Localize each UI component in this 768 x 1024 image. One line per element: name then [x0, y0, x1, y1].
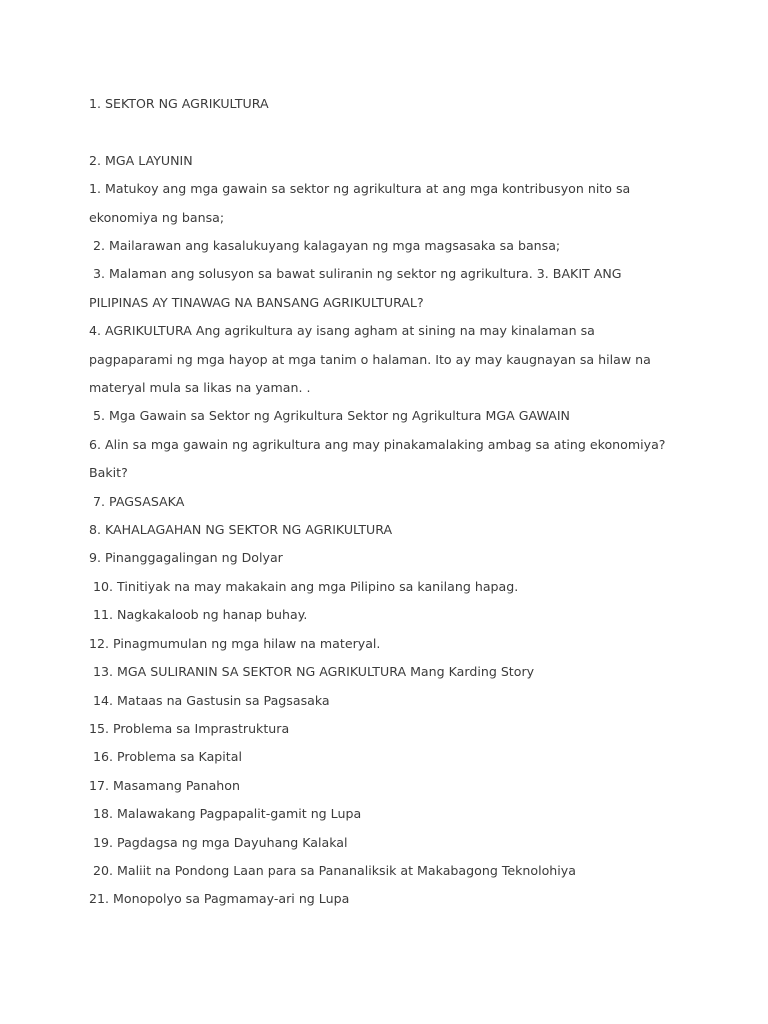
paragraph: 14. Mataas na Gastusin sa Pagsasaka: [89, 692, 330, 708]
paragraph: 13. MGA SULIRANIN SA SEKTOR NG AGRIKULTURA Mang Karding Story: [89, 664, 535, 680]
paragraph: 9. Pinanggagalingan ng Dolyar: [89, 550, 283, 566]
document-body: [89, 90, 669, 914]
paragraph: 3. Malaman ang solusyon sa bawat suliranin ng sektor ng agrikultura. 3. BAKIT ANG PILIPINAS AY TINAWAG NA BANSANG AGRIKULTURAL?: [89, 266, 626, 310]
paragraph: 8. KAHALAGAHAN NG SEKTOR NG AGRIKULTURA: [89, 522, 393, 538]
paragraph: 16. Problema sa Kapital: [89, 749, 242, 765]
paragraph: 5. Mga Gawain sa Sektor ng Agrikultura Sektor ng Agrikultura MGA GAWAIN: [89, 408, 570, 424]
paragraph: 11. Nagkakaloob ng hanap buhay.: [89, 607, 308, 623]
paragraph: 12. Pinagmumulan ng mga hilaw na materyal.: [89, 635, 381, 651]
blank-line: [89, 118, 669, 146]
paragraph: 21. Monopolyo sa Pagmamay-ari ng Lupa: [89, 891, 350, 907]
paragraph: 18. Malawakang Pagpapalit-gamit ng Lupa: [89, 806, 362, 822]
document-title: 1. SEKTOR NG AGRIKULTURA: [89, 96, 269, 111]
paragraph: 10. Tinitiyak na may makakain ang mga Pilipino sa kanilang hapag.: [89, 578, 519, 594]
paragraph: 17. Masamang Panahon: [89, 777, 240, 793]
paragraph: 20. Maliit na Pondong Laan para sa Pananaliksik at Makabagong Teknolohiya: [89, 862, 576, 878]
paragraph: 6. Alin sa mga gawain ng agrikultura ang may pinakamalaking ambag sa ating ekonomiya? Bakit?: [89, 436, 670, 481]
paragraph: 2. MGA LAYUNIN: [89, 152, 193, 168]
paragraph: 19. Pagdagsa ng mga Dayuhang Kalakal: [89, 834, 348, 850]
paragraph: 7. PAGSASAKA: [89, 493, 185, 509]
paragraph: 1. Matukoy ang mga gawain sa sektor ng agrikultura at ang mga kontribusyon nito sa ekonomiya ng bansa;: [89, 181, 635, 225]
paragraph: 2. Mailarawan ang kasalukuyang kalagayan ng mga magsasaka sa bansa;: [89, 238, 561, 254]
paragraph: 15. Problema sa Imprastruktura: [89, 720, 290, 736]
paragraph: 4. AGRIKULTURA Ang agrikultura ay isang agham at sining na may kinalaman sa pagpaparami ng mga hayop at mga tanim o halaman. Ito ay may kaugnayan sa hilaw na materyal mula sa likas na yaman. .: [89, 323, 655, 396]
